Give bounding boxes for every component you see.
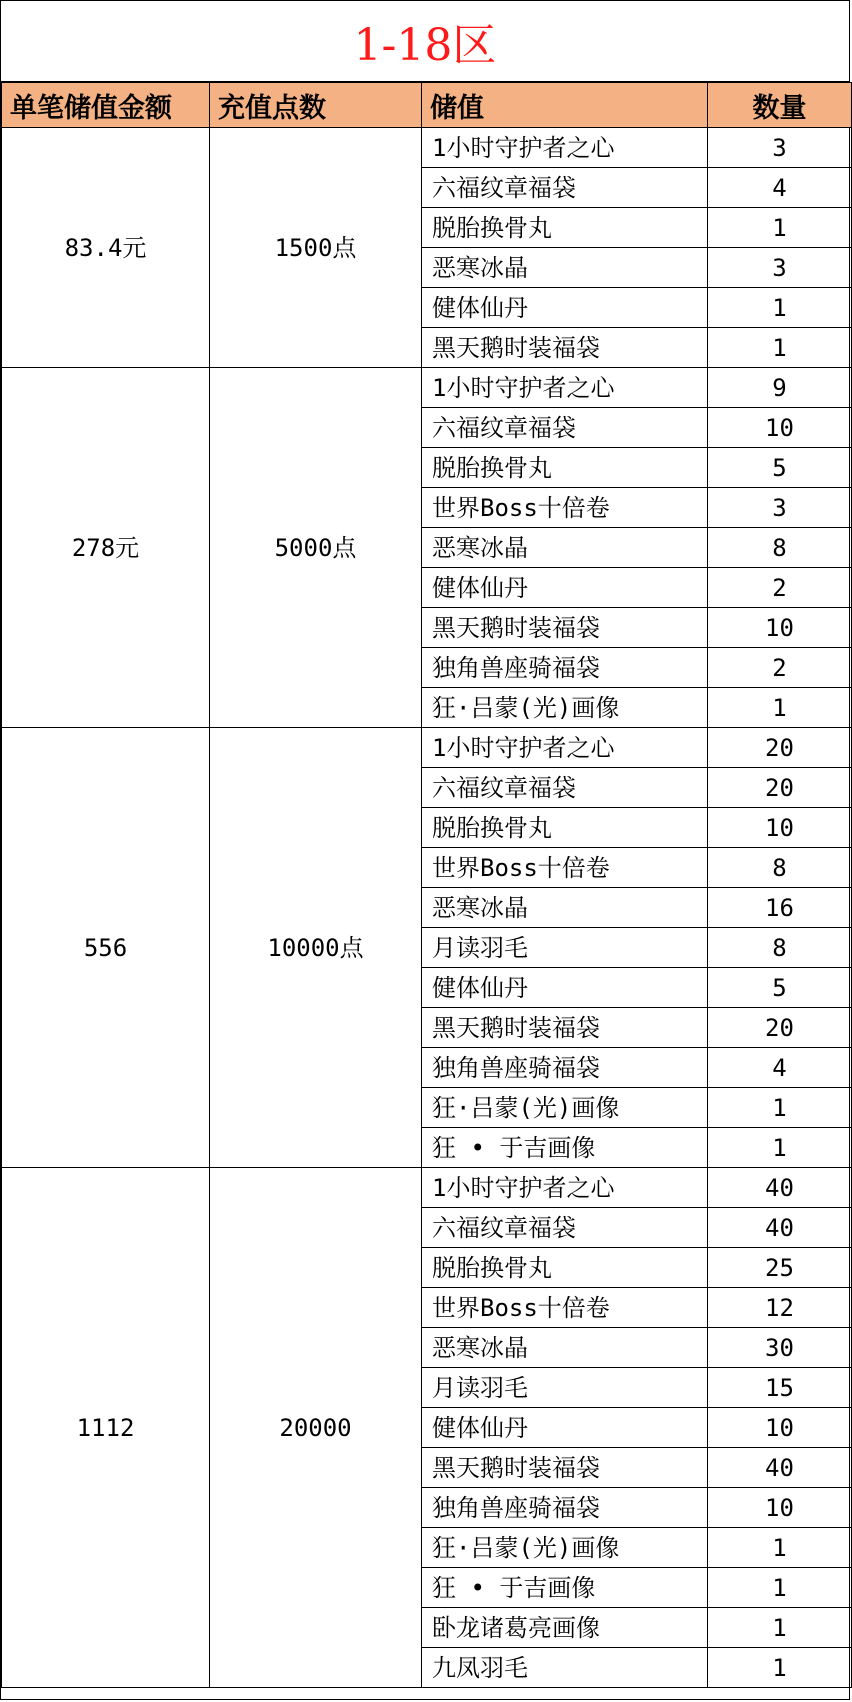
header-item: 储值 (422, 83, 708, 128)
item-cell: 黑天鹅时装福袋 (422, 328, 708, 368)
item-cell: 1小时守护者之心 (422, 368, 708, 408)
reward-table (1, 82, 852, 1688)
item-cell: 卧龙诸葛亮画像 (422, 1608, 708, 1648)
qty-cell: 3 (708, 488, 852, 528)
item-cell: 世界Boss十倍卷 (422, 848, 708, 888)
qty-cell: 3 (708, 248, 852, 288)
sheet-title: 1-18区 (1, 1, 849, 82)
item-cell: 狂 • 于吉画像 (422, 1128, 708, 1168)
header-qty: 数量 (708, 83, 852, 128)
item-cell: 健体仙丹 (422, 288, 708, 328)
qty-cell: 30 (708, 1328, 852, 1368)
item-cell: 狂·吕蒙(光)画像 (422, 1528, 708, 1568)
qty-cell: 8 (708, 528, 852, 568)
header-row (2, 83, 852, 128)
qty-cell: 12 (708, 1288, 852, 1328)
qty-cell: 1 (708, 1608, 852, 1648)
qty-cell: 4 (708, 1048, 852, 1088)
item-cell: 脱胎换骨丸 (422, 1248, 708, 1288)
item-cell: 独角兽座骑福袋 (422, 1488, 708, 1528)
item-cell: 月读羽毛 (422, 928, 708, 968)
qty-cell: 1 (708, 328, 852, 368)
item-cell: 恶寒冰晶 (422, 528, 708, 568)
qty-cell: 8 (708, 928, 852, 968)
points-cell: 20000 (210, 1168, 422, 1688)
item-cell: 狂 • 于吉画像 (422, 1568, 708, 1608)
qty-cell: 40 (708, 1208, 852, 1248)
item-cell: 六福纹章福袋 (422, 768, 708, 808)
qty-cell: 20 (708, 1008, 852, 1048)
item-cell: 黑天鹅时装福袋 (422, 1448, 708, 1488)
qty-cell: 10 (708, 808, 852, 848)
qty-cell: 4 (708, 168, 852, 208)
qty-cell: 8 (708, 848, 852, 888)
item-cell: 黑天鹅时装福袋 (422, 1008, 708, 1048)
item-cell: 健体仙丹 (422, 568, 708, 608)
points-cell: 5000点 (210, 368, 422, 728)
qty-cell: 1 (708, 1528, 852, 1568)
qty-cell: 5 (708, 968, 852, 1008)
qty-cell: 20 (708, 728, 852, 768)
points-cell: 10000点 (210, 728, 422, 1168)
item-cell: 独角兽座骑福袋 (422, 1048, 708, 1088)
item-cell: 脱胎换骨丸 (422, 208, 708, 248)
header-points: 充值点数 (210, 83, 422, 128)
table-row (2, 368, 852, 408)
qty-cell: 10 (708, 408, 852, 448)
table-body (2, 128, 852, 1688)
item-cell: 1小时守护者之心 (422, 728, 708, 768)
item-cell: 月读羽毛 (422, 1368, 708, 1408)
amount-cell: 556 (2, 728, 210, 1168)
amount-cell: 278元 (2, 368, 210, 728)
qty-cell: 1 (708, 1088, 852, 1128)
qty-cell: 10 (708, 1408, 852, 1448)
table-row (2, 728, 852, 768)
table-row (2, 1168, 852, 1208)
item-cell: 健体仙丹 (422, 968, 708, 1008)
item-cell: 六福纹章福袋 (422, 1208, 708, 1248)
item-cell: 六福纹章福袋 (422, 168, 708, 208)
qty-cell: 15 (708, 1368, 852, 1408)
item-cell: 脱胎换骨丸 (422, 448, 708, 488)
item-cell: 狂·吕蒙(光)画像 (422, 688, 708, 728)
qty-cell: 40 (708, 1168, 852, 1208)
item-cell: 脱胎换骨丸 (422, 808, 708, 848)
qty-cell: 1 (708, 208, 852, 248)
qty-cell: 3 (708, 128, 852, 168)
qty-cell: 5 (708, 448, 852, 488)
qty-cell: 16 (708, 888, 852, 928)
qty-cell: 1 (708, 288, 852, 328)
qty-cell: 10 (708, 1488, 852, 1528)
qty-cell: 1 (708, 1128, 852, 1168)
item-cell: 恶寒冰晶 (422, 248, 708, 288)
qty-cell: 1 (708, 688, 852, 728)
item-cell: 六福纹章福袋 (422, 408, 708, 448)
qty-cell: 25 (708, 1248, 852, 1288)
amount-cell: 83.4元 (2, 128, 210, 368)
amount-cell: 1112 (2, 1168, 210, 1688)
qty-cell: 2 (708, 568, 852, 608)
item-cell: 世界Boss十倍卷 (422, 1288, 708, 1328)
header-amount: 单笔储值金额 (2, 83, 210, 128)
table-row (2, 128, 852, 168)
item-cell: 恶寒冰晶 (422, 1328, 708, 1368)
item-cell: 黑天鹅时装福袋 (422, 608, 708, 648)
item-cell: 九凤羽毛 (422, 1648, 708, 1688)
item-cell: 狂·吕蒙(光)画像 (422, 1088, 708, 1128)
qty-cell: 1 (708, 1648, 852, 1688)
qty-cell: 20 (708, 768, 852, 808)
qty-cell: 1 (708, 1568, 852, 1608)
qty-cell: 2 (708, 648, 852, 688)
item-cell: 世界Boss十倍卷 (422, 488, 708, 528)
qty-cell: 40 (708, 1448, 852, 1488)
item-cell: 1小时守护者之心 (422, 1168, 708, 1208)
item-cell: 1小时守护者之心 (422, 128, 708, 168)
item-cell: 健体仙丹 (422, 1408, 708, 1448)
qty-cell: 10 (708, 608, 852, 648)
item-cell: 独角兽座骑福袋 (422, 648, 708, 688)
item-cell: 恶寒冰晶 (422, 888, 708, 928)
points-cell: 1500点 (210, 128, 422, 368)
qty-cell: 9 (708, 368, 852, 408)
